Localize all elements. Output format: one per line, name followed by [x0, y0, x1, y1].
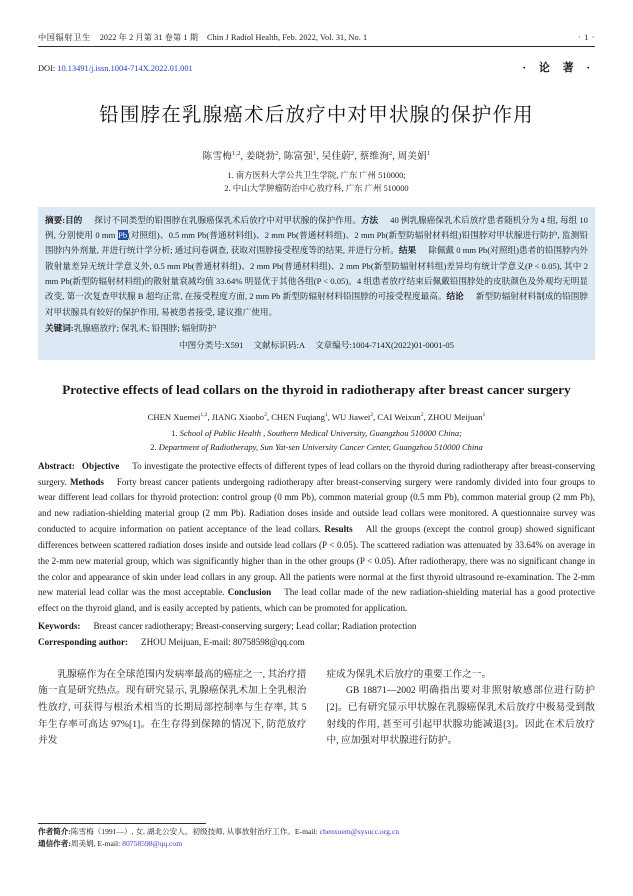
objective-label-en: Objective: [81, 460, 120, 471]
corresponding-author-footnote-email[interactable]: 80758598@qq.com: [122, 839, 183, 849]
results-text-cn: 除佩戴 0 mm Pb(对照组)患者的铅围脖内外散射量差异无统计学意义外, 0.5 mm Pb(普通材料组)、2 mm Pb(普通材料组)、2 mm Pb(新型防辐射材料组)差异均有统计学意义(P < 0.05), 其中 2 mm Pb(新型防辐射材料组)的散射量衰减均值 33.64% 明显优于其他各组(P < 0.05)。4 组患者放疗结束后佩戴铅围脖处的皮肤颜色及外观均无明显改变, 第一次复查甲状腺 B 超均正常, 在接受程度方面, 2 mm Pb 新型防辐射材料铅围脖的可接受程度最高。: [45, 245, 588, 302]
methods-text-cn-b: (对照组)、0.5 mm Pb(普通材料组)、2 mm Pb(普通材料组)、2 mm Pb(新型防辐射材料组)铅围脖对甲状腺进行防护, 监测铅围脖内外剂量, 并进行统计学分析; 通过问卷调查, 获取对围脖接受程度等的结果, 并进行分析。: [45, 230, 588, 256]
results-text-en: All the groups (except the control group) showed significant differences between scattered radiation doses inside and outside lead collars (P < 0.05). The scattered radiation was attenuated by 33.64% on average in the 2-mm new material group, which was significantly higher than in the other groups (P < 0.05). After radiotherapy, there was no significant change in the color and appearance of skin under lead collars in any group. All the patients were normal at the first thyroid ultrasound re-examination. The 2-mm new material lead collar was the most acceptable.: [38, 524, 595, 598]
affiliation-en-2: [38, 440, 595, 454]
keywords-text-cn: 乳腺癌放疗; 保乳术; 铅围脖; 辐射防护: [73, 322, 217, 333]
selected-text-highlight[interactable]: Pb: [118, 230, 128, 241]
author-bio-email[interactable]: chenxuem@sysucc.org.cn: [319, 827, 399, 837]
keywords-line-en: [38, 619, 595, 635]
article-id-label: 文章编号:: [315, 340, 352, 351]
methods-text-en: Forty breast cancer patients undergoing radiotherapy after breast-conserving surgery were randomly divided into four groups to wear different lead collars for thyroid protection: control group (0 mm Pb), common material group (0.5 mm Pb), common material group (2 mm Pb), and new radiation-shielding material group (2 mm Pb). Radiation doses inside and outside lead collars were monitored. A questionnaire survey was conducted to acquire information on patient acceptance of the lead collars.: [38, 476, 595, 535]
author-bio-label: 作者简介:: [38, 827, 71, 837]
corresponding-author-line-en: [38, 635, 595, 651]
page-title-en: Protective effects of lead collars on the thyroid in radiotherapy after breast cancer surgery: [62, 382, 571, 398]
conclusion-label-cn: 结论: [446, 291, 464, 302]
running-head: [38, 0, 595, 47]
abstract-label-cn: 摘要:: [45, 214, 66, 225]
page-title-cn: 铅围脖在乳腺癌术后放疗中对甲状腺的保护作用: [99, 104, 534, 126]
affiliations-en: [38, 426, 595, 454]
keywords-label-cn: 关键词:: [45, 322, 74, 333]
footnote-block: [38, 823, 595, 850]
affiliation-cn-2: 2. 中山大学肿瘤防治中心放疗科, 广东 广州 510000: [224, 184, 409, 194]
conclusion-text-en: The lead collar made of the new radiation-shielding material has a good protective effect on the thyroid gland, and is easily accepted by patients, which can be promoted for application.: [38, 587, 596, 614]
body-paragraph-right-2: GB 18871—2002 明确指出要对非照射敏感部位进行防护[2]。已有研究显示甲状腺在乳腺癌保乳术后放疗中极易受到散射线的作用, 甚至可引起甲状腺功能减退[3]。因此在术后放疗中, 应加强对甲状腺进行防护。: [326, 685, 595, 747]
article-id-value: 1004-714X(2022)01-0001-05: [351, 340, 454, 351]
section-mark: · 论 著 ·: [522, 61, 595, 74]
body-paragraph-right-1: 症成为保乳术后放疗的重要工作之一。: [326, 668, 492, 680]
methods-text-cn-a: 40 例乳腺癌保乳术后放疗患者随机分为 4 组, 每组 10 例, 分别使用 0 mm: [45, 214, 588, 241]
authors-cn: 陈雪梅$^{1,2}$, 姜晓勃$^2$, 陈富强$^1$, 吴佳蔚$^2$, 蔡维洵$^2$, 周美娟$^1$: [202, 149, 431, 162]
doc-code-value: A: [298, 340, 306, 351]
journal-name-en: Chin J Radiol Health, Feb. 2022, Vol. 31, No. 1: [207, 33, 368, 42]
abstract-en: [38, 459, 595, 617]
classification-line-cn: [45, 338, 588, 353]
authors-en: CHEN Xuemei$^{1,2}$, JIANG Xiaobo$^2$, CHEN Fuqiang$^1$, WU Jiawei$^2$, CAI Weixun$^2$, ZHOU Meijuan$^1$: [147, 411, 486, 422]
author-bio-line: [38, 826, 595, 838]
corresponding-author-footnote-text: 周美娟, E-mail:: [70, 839, 123, 849]
affiliation-en-2-number: 2.: [150, 441, 157, 452]
doc-code-label: 文献标识码:: [253, 340, 299, 351]
affiliation-en-1-text: School of Public Health , Southern Medical University, Guangzhou 510000 China;: [179, 427, 462, 438]
corresponding-author-footnote-label: 通信作者:: [38, 839, 71, 849]
objective-text-cn: 探讨不同类型的铅围脖在乳腺癌保乳术后放疗中对甲状腺的保护作用。: [94, 214, 361, 225]
body-column-right: [327, 667, 596, 750]
corresponding-author-label-en: Corresponding author:: [38, 636, 129, 647]
methods-label-en: Methods: [70, 476, 104, 487]
english-tail: [38, 619, 595, 651]
clc-label: 中图分类号:: [179, 340, 225, 351]
issue-info-cn: 2022 年 2 月第 31 卷第 1 期: [99, 33, 199, 42]
doi-label: DOI:: [38, 63, 56, 73]
abstract-body-en: [38, 459, 595, 617]
keywords-text-en: Breast cancer radiotherapy; Breast-conserving surgery; Lead collar; Radiation protection: [93, 620, 417, 631]
methods-label-cn: 方法: [360, 214, 379, 225]
results-label-en: Results: [324, 524, 353, 535]
results-label-cn: 结果: [398, 245, 417, 256]
keywords-label-en: Keywords:: [38, 620, 81, 631]
corresponding-author-text-en: ZHOU Meijuan, E-mail: 80758598@qq.com: [141, 636, 305, 647]
doi-block: [38, 64, 193, 73]
abstract-panel-cn: [38, 207, 595, 361]
keywords-line-cn: [45, 321, 588, 336]
conclusion-label-en: Conclusion: [227, 587, 272, 598]
author-bio-text: 陈雪梅（1991—）, 女, 湖北公安人。初级技师, 从事放射治疗工作。E-mail:: [70, 827, 320, 837]
affiliations-cn: [38, 169, 595, 196]
affiliation-en-1-number: 1.: [171, 427, 178, 438]
body-paragraph-left-1: 乳腺癌作为在全球范围内发病率最高的癌症之一, 其治疗措施一直是研究热点。现有研究显示, 乳腺癌保乳术加上全乳根治性放疗, 可获得与根治术相当的长期局部控制率与生存率, 其 5 年生存率可高达 97%[1]。在生存得到保障的情况下, 防范放疗并发: [38, 668, 307, 747]
affiliation-cn-1: 1. 南方医科大学公共卫生学院, 广东 广州 510000;: [227, 170, 406, 180]
abstract-label-en: Abstract:: [38, 460, 75, 471]
corresponding-author-footnote-line: [38, 838, 595, 850]
abstract-body-cn: [45, 213, 588, 320]
clc-value: X591: [224, 340, 244, 351]
body-columns: [38, 667, 595, 750]
page-number: · 1 ·: [578, 33, 595, 42]
affiliation-en-2-text: Department of Radiotherapy, Sun Yat-sen University Cancer Center, Guangzhou 510000 China: [158, 441, 483, 452]
running-head-left: [38, 32, 367, 43]
objective-text-en: To investigate the protective effects of different types of lead collars on the thyroid during radiotherapy after breast-conserving surgery.: [38, 460, 595, 487]
affiliation-en-1: [38, 426, 595, 440]
journal-name-cn: 中国辐射卫生: [38, 33, 91, 42]
doi-value[interactable]: 10.13491/j.issn.1004-714X.2022.01.001: [57, 63, 193, 73]
conclusion-text-cn: 新型防辐射材料制成的铅围脖对甲状腺具有较好的保护作用, 易被患者接受, 建议推广使用。: [45, 291, 588, 317]
objective-label-cn: 目的: [65, 214, 83, 225]
body-column-left: [38, 667, 307, 750]
doi-line: [38, 59, 595, 75]
